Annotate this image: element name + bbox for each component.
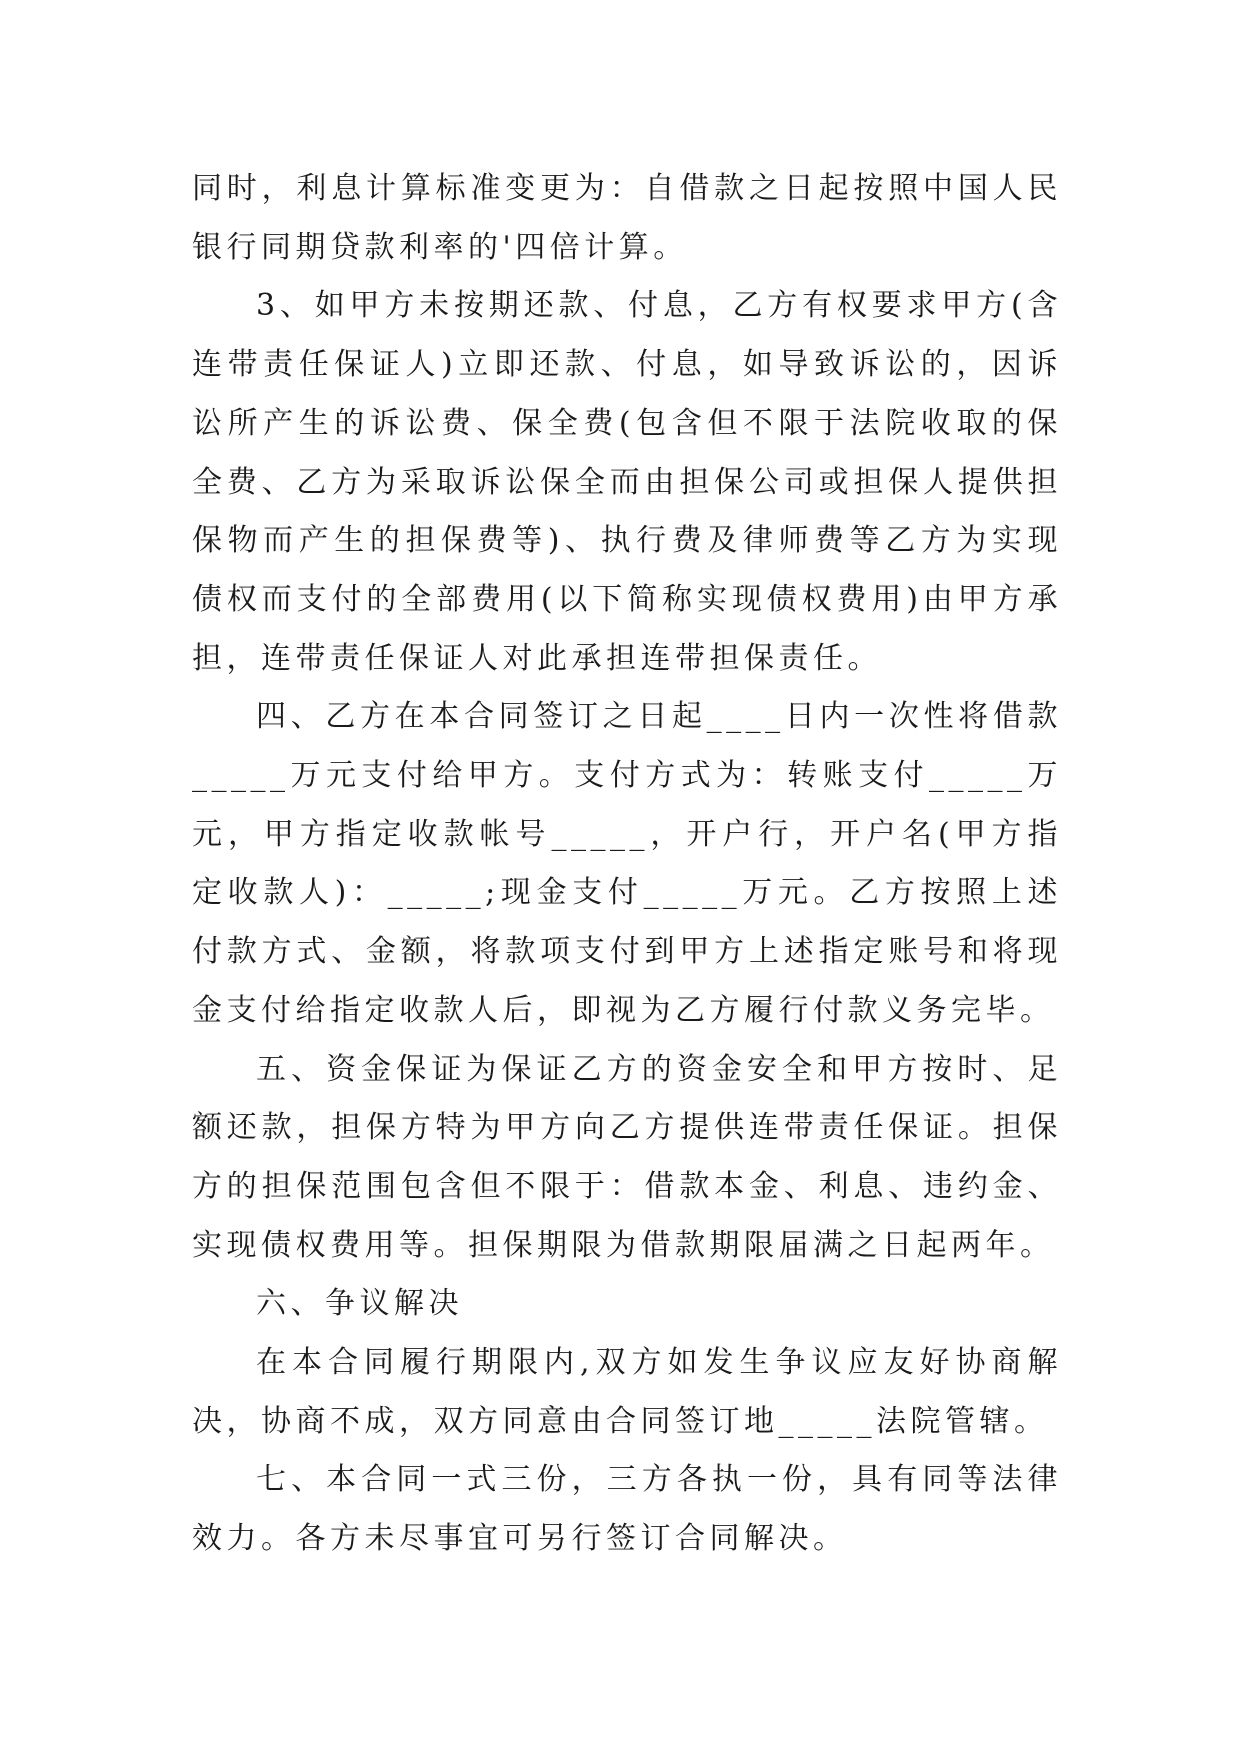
paragraph-dispute-resolution: 在本合同履行期限内,双方如发生争议应友好协商解决，协商不成，双方同意由合同签订地_____法院管辖。 [192,1345,1062,1439]
paragraph-clause-4-payment: 四、乙方在本合同签订之日起____日内一次性将借款_____万元支付给甲方。支付方式为：转账支付_____万元，甲方指定收款帐号_____，开户行，开户名(甲方指定收款人)：_____;现金支付_____万元。乙方按照上述付款方式、金额，将款项支付到甲方上述指定账号和将现金支付给指定收款人后，即视为乙方履行付款义务完毕。 [192,699,1062,1028]
paragraph-clause-3: 3、如甲方未按期还款、付息，乙方有权要求甲方(含连带责任保证人)立即还款、付息，如导致诉讼的，因诉讼所产生的诉讼费、保全费(包含但不限于法院收取的保全费、乙方为采取诉讼保全而由担保公司或担保人提供担保物而产生的担保费等)、执行费及律师费等乙方为实现债权而支付的全部费用(以下简称实现债权费用)由甲方承担，连带责任保证人对此承担连带担保责任。 [192,288,1062,676]
paragraph-interest-change: 同时，利息计算标准变更为：自借款之日起按照中国人民银行同期贷款利率的'四倍计算。 [192,171,1062,265]
document-body [192,160,1062,1569]
paragraph-clause-7-copies: 七、本合同一式三份，三方各执一份，具有同等法律效力。各方未尽事宜可另行签订合同解决。 [192,1462,1062,1557]
paragraph-clause-5-guarantee: 五、资金保证为保证乙方的资金安全和甲方按时、足额还款，担保方特为甲方向乙方提供连带责任保证。担保方的担保范围包含但不限于：借款本金、利息、违约金、实现债权费用等。担保期限为借款期限届满之日起两年。 [192,1051,1062,1263]
heading-clause-6-dispute: 六、争议解决 [256,1286,463,1322]
